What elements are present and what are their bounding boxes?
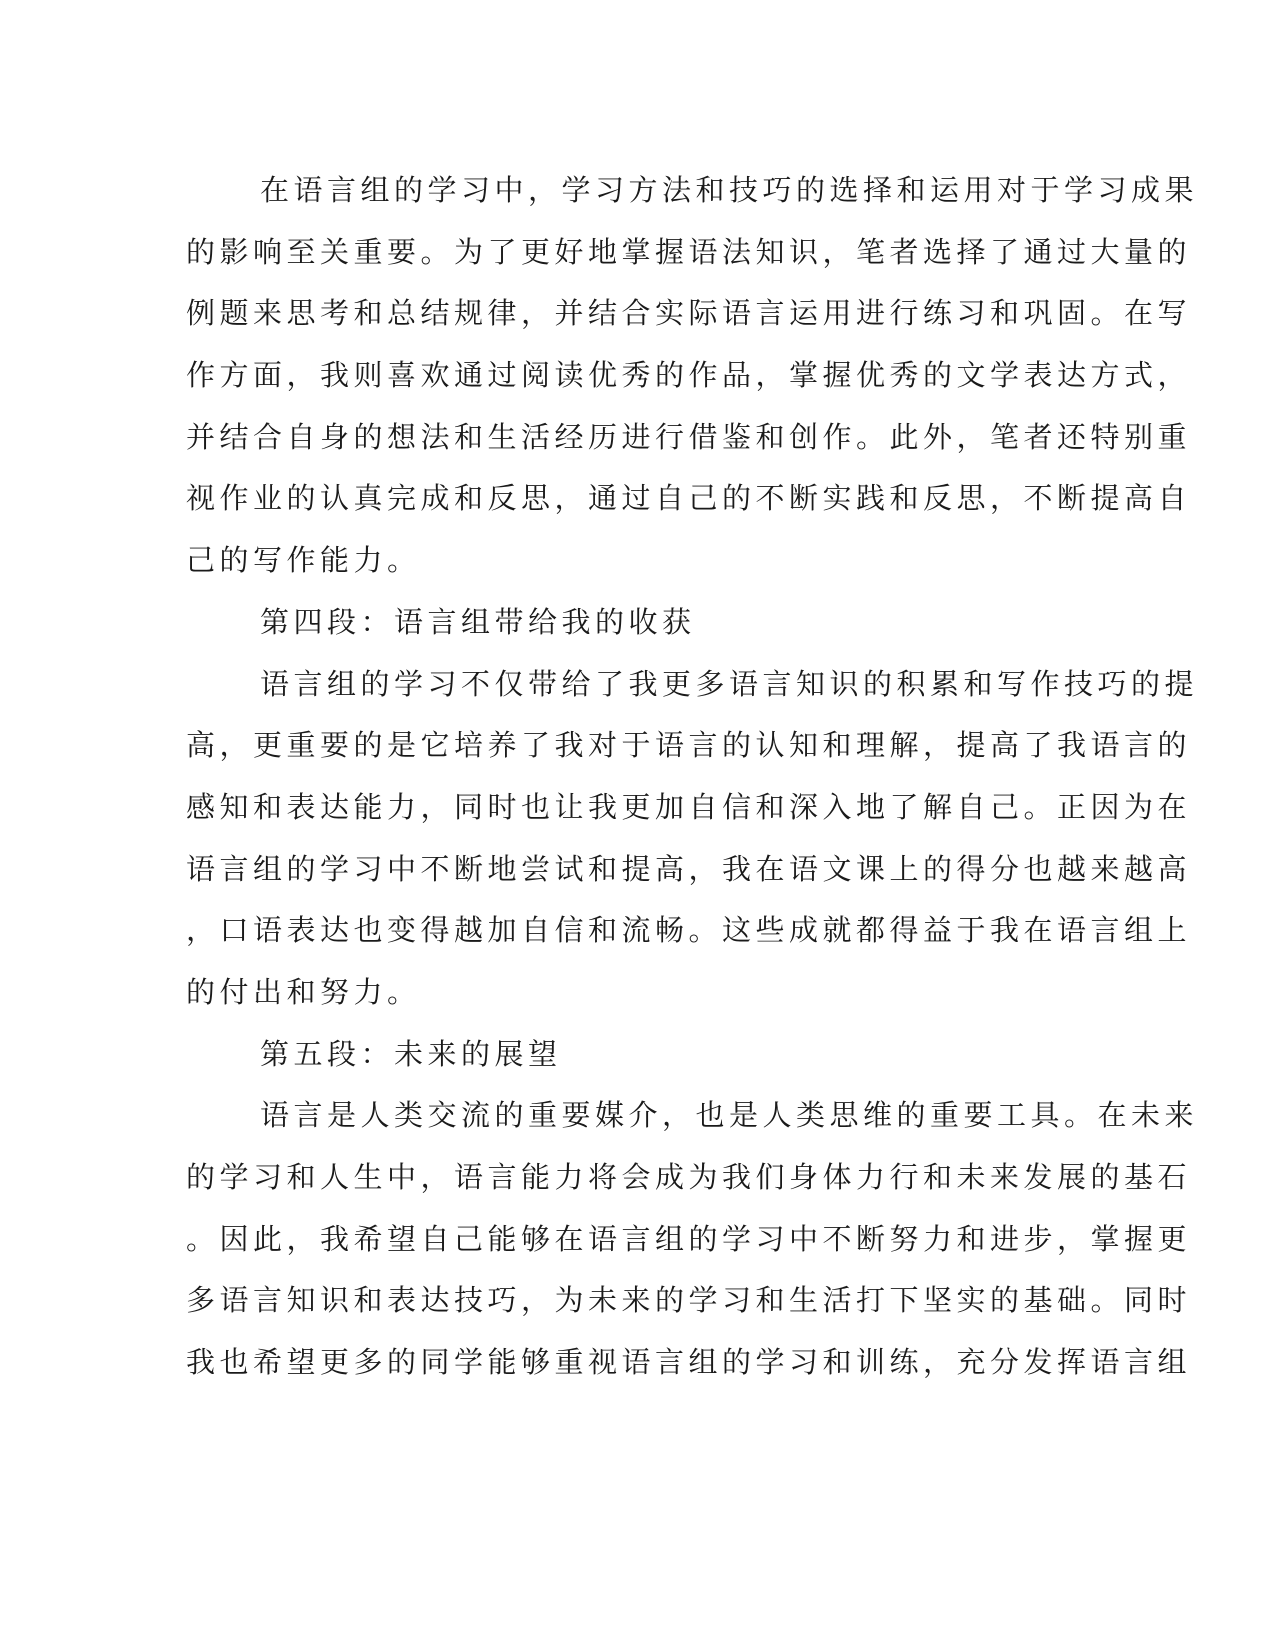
paragraph-line: 感知和表达能力，同时也让我更加自信和深入地了解自己。正因为在 (186, 789, 1192, 824)
paragraph-line: 在语言组的学习中，学习方法和技巧的选择和运用对于学习成果 (260, 173, 1199, 207)
paragraph-line: 视作业的认真完成和反思，通过自己的不断实践和反思，不断提高自 (186, 481, 1192, 516)
paragraph-line: 。因此，我希望自己能够在语言组的学习中不断努力和进步，掌握更 (186, 1221, 1192, 1256)
paragraph-line: 并结合自身的想法和生活经历进行借鉴和创作。此外，笔者还特别重 (186, 419, 1192, 454)
document-body (186, 160, 1199, 1394)
paragraph-line: 的付出和努力。 (186, 974, 421, 1009)
paragraph-line: 语言组的学习中不断地尝试和提高，我在语文课上的得分也越来越高 (186, 851, 1192, 886)
paragraph-line: 多语言知识和表达技巧，为未来的学习和生活打下坚实的基础。同时 (186, 1283, 1192, 1318)
paragraph-line: 的学习和人生中，语言能力将会成为我们身体力行和未来发展的基石 (186, 1160, 1192, 1194)
paragraph-line: 的影响至关重要。为了更好地掌握语法知识，笔者选择了通过大量的 (186, 234, 1192, 269)
paragraph-line: 例题来思考和总结规律，并结合实际语言运用进行练习和巩固。在写 (186, 296, 1192, 331)
section-heading: 第五段：未来的展望 (260, 1036, 562, 1071)
paragraph-line: 高，更重要的是它培养了我对于语言的认知和理解，提高了我语言的 (186, 728, 1192, 763)
paragraph-line: 我也希望更多的同学能够重视语言组的学习和训练，充分发挥语言组 (186, 1345, 1192, 1380)
section-heading: 第四段：语言组带给我的收获 (260, 604, 696, 639)
paragraph-line: 语言组的学习不仅带给了我更多语言知识的积累和写作技巧的提 (260, 666, 1199, 701)
paragraph-line: 作方面，我则喜欢通过阅读优秀的作品，掌握优秀的文学表达方式， (186, 358, 1192, 393)
paragraph-line: 己的写作能力。 (186, 543, 421, 578)
paragraph-line: 语言是人类交流的重要媒介，也是人类思维的重要工具。在未来 (260, 1098, 1199, 1133)
paragraph-line: ，口语表达也变得越加自信和流畅。这些成就都得益于我在语言组上 (186, 913, 1192, 948)
